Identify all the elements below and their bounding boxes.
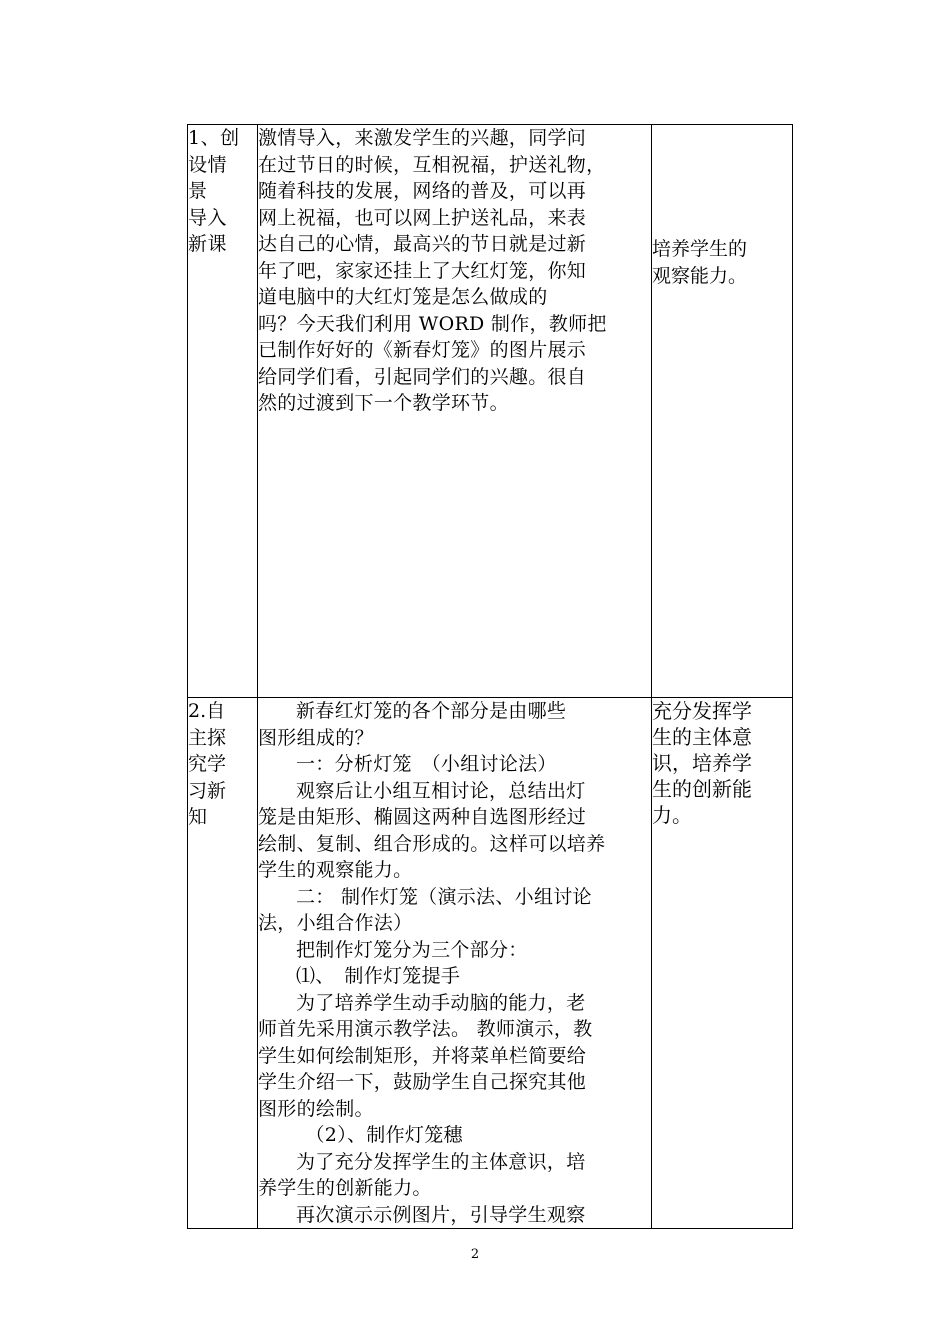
content-line: 养学生的创新能力。 xyxy=(258,1177,432,1199)
content-line: 道电脑中的大红灯笼是怎么做成的 xyxy=(258,286,548,308)
table-row xyxy=(188,125,793,698)
content-line: 在过节日的时候，互相祝福，护送礼物， xyxy=(258,153,606,176)
purpose-line: 充分发挥学 xyxy=(652,699,752,723)
purpose-line: 生的主体意 xyxy=(652,725,752,749)
content-line: 激情导入，来激发学生的兴趣，同学问 xyxy=(258,127,587,149)
content-line: 为了充分发挥学生的主体意识，培 xyxy=(296,1150,586,1173)
lesson-plan-table xyxy=(187,124,793,1229)
content-line: 学生如何绘制矩形，并将菜单栏简要给 xyxy=(258,1044,587,1067)
content-line: 图形的绘制。 xyxy=(258,1097,374,1120)
content-line: 图形组成的？ xyxy=(258,726,374,749)
content-paragraph xyxy=(258,1149,651,1202)
content-paragraph xyxy=(258,1122,651,1149)
stage-label-line: 景 xyxy=(188,180,208,202)
purpose-line: 生的创新能 xyxy=(652,777,752,801)
stage-label-line: 新课 xyxy=(188,233,228,255)
table-row xyxy=(188,698,793,1229)
page-number: 2 xyxy=(470,1247,480,1262)
stage-label-line: 主探 xyxy=(188,726,227,749)
content-line: 随着科技的发展，网络的普及，可以再 xyxy=(258,180,587,202)
content-line: 笼是由矩形、椭圆这两种自选图形经过 xyxy=(258,806,587,828)
content-line: 新春红灯笼的各个部分是由哪些 xyxy=(296,700,567,722)
content-paragraph xyxy=(258,751,651,778)
stage-label-line: 2.自 xyxy=(188,700,226,722)
content-line: 网上祝福，也可以网上护送礼品，来表 xyxy=(258,206,587,229)
content-line: 二： 制作灯笼（演示法、小组讨论 xyxy=(296,885,592,908)
stage-cell xyxy=(188,698,258,1229)
content-line: 然的过渡到下一个教学环节。 xyxy=(258,392,509,414)
content-line: ⑴、 制作灯笼提手 xyxy=(296,965,461,987)
content-line: 师首先采用演示教学法。 教师演示，教 xyxy=(258,1018,593,1040)
content-line: 绘制、复制、组合形成的。这样可以培养 xyxy=(258,832,606,855)
purpose-line: 培养学生的 xyxy=(652,238,748,260)
stage-label-line: 知 xyxy=(188,806,208,828)
content-line: （2）、制作灯笼穗 xyxy=(305,1124,463,1146)
content-line: 学生的观察能力。 xyxy=(258,859,413,881)
stage-label-line: 究学 xyxy=(188,753,227,775)
content-paragraph xyxy=(258,1202,651,1229)
content-line: 再次演示示例图片，引导学生观察 xyxy=(296,1203,586,1226)
stage-label-line: 导入 xyxy=(188,206,228,229)
content-line: 年了吧，家家还挂上了大红灯笼，你知 xyxy=(258,259,587,282)
content-line: 一：分析灯笼 （小组讨论法） xyxy=(296,753,557,775)
content-paragraph xyxy=(258,937,651,964)
content-line: 达自己的心情，最高兴的节日就是过新 xyxy=(258,233,587,255)
purpose-line: 识，培养学 xyxy=(652,751,752,775)
stage-label-line: 习新 xyxy=(188,779,227,802)
content-paragraph xyxy=(258,884,651,937)
content-line: 学生介绍一下，鼓励学生自己探究其他 xyxy=(258,1071,587,1093)
purpose-cell xyxy=(652,125,793,698)
content-paragraph xyxy=(258,778,651,884)
stage-cell xyxy=(188,125,258,698)
content-line: 为了培养学生动手动脑的能力，老 xyxy=(296,991,586,1014)
purpose-line: 力。 xyxy=(652,803,692,827)
content-paragraph xyxy=(258,698,651,751)
content-cell xyxy=(258,125,652,698)
content-line: 法，小组合作法） xyxy=(258,912,413,934)
content-line: 吗？今天我们利用 WORD 制作，教师把 xyxy=(258,312,607,335)
content-cell xyxy=(258,698,652,1229)
content-paragraph xyxy=(258,990,651,1123)
purpose-line: 观察能力。 xyxy=(652,264,748,287)
stage-label-line: 1、创 xyxy=(188,127,240,149)
content-line: 给同学们看，引起同学们的兴趣。很自 xyxy=(258,365,587,388)
content-line: 已制作好好的《新春灯笼》的图片展示 xyxy=(258,339,587,361)
stage-label-line: 设情 xyxy=(188,153,228,176)
purpose-cell xyxy=(652,698,793,1229)
content-line: 把制作灯笼分为三个部分： xyxy=(296,938,528,961)
content-line: 观察后让小组互相讨论，总结出灯 xyxy=(296,779,586,802)
content-paragraph xyxy=(258,963,651,990)
